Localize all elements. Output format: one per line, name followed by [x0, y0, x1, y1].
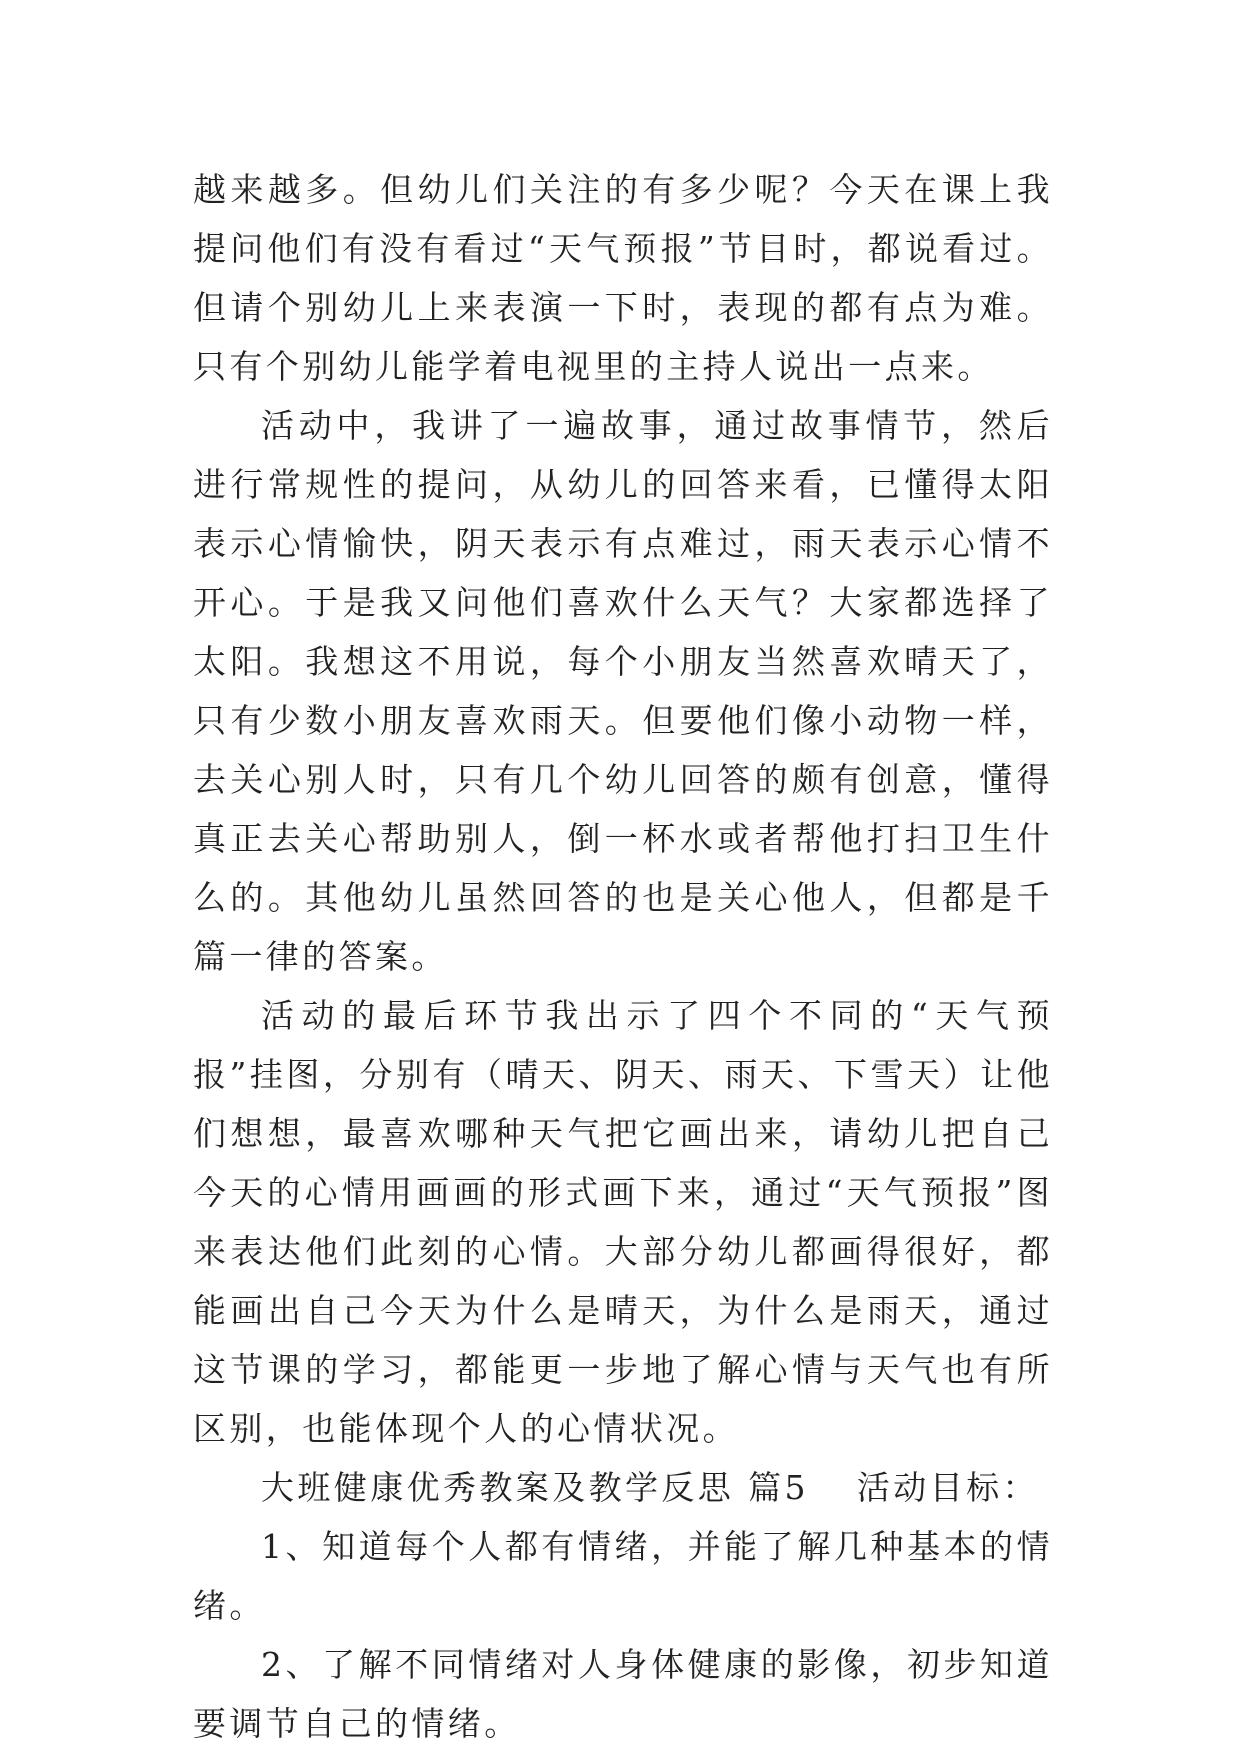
paragraph-2: 活动中，我讲了一遍故事，通过故事情节，然后进行常规性的提问，从幼儿的回答来看，已懂得太阳表示心情愉快，阴天表示有点难过，雨天表示心情不开心。于是我又问他们喜欢什么天气？大家都选择了太阳。我想这不用说，每个小朋友当然喜欢晴天了，只有少数小朋友喜欢雨天。但要他们像小动物一样，去关心别人时，只有几个幼儿回答的颇有创意，懂得真正去关心帮助别人，倒一杯水或者帮他打扫卫生什么的。其他幼儿虽然回答的也是关心他人，但都是千篇一律的答案。	[193, 406, 1053, 976]
document-body	[193, 160, 1053, 1753]
section-heading	[193, 1458, 1053, 1517]
goal-item-2: 2、了解不同情绪对人身体健康的影像，初步知道要调节自己的情绪。	[193, 1645, 1053, 1743]
goal-item-1: 1、知道每个人都有情绪，并能了解几种基本的情绪。	[193, 1527, 1053, 1625]
section-title: 大班健康优秀教案及教学反思 篇5	[261, 1468, 809, 1507]
paragraph-1: 越来越多。但幼儿们关注的有多少呢？今天在课上我提问他们有没有看过“天气预报”节目时，都说看过。但请个别幼儿上来表演一下时，表现的都有点为难。只有个别幼儿能学着电视里的主持人说出一点来。	[193, 170, 1053, 386]
paragraph-3: 活动的最后环节我出示了四个不同的“天气预报”挂图，分别有（晴天、阴天、雨天、下雪天）让他们想想，最喜欢哪种天气把它画出来，请幼儿把自己今天的心情用画画的形式画下来，通过“天气预报”图来表达他们此刻的心情。大部分幼儿都画得很好，都能画出自己今天为什么是晴天，为什么是雨天，通过这节课的学习，都能更一步地了解心情与天气也有所区别，也能体现个人的心情状况。	[193, 996, 1053, 1448]
section-subtitle: 活动目标：	[856, 1468, 1039, 1507]
